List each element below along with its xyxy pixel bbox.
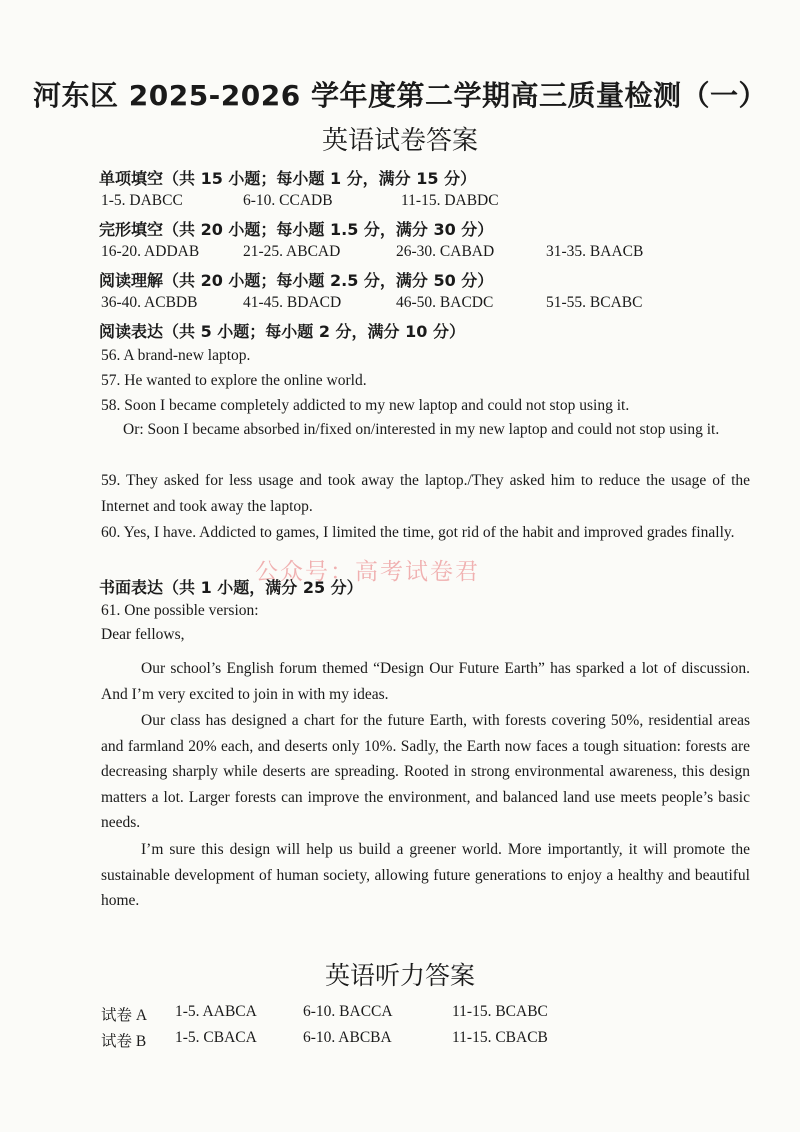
answer-group: 11-15. BCABC xyxy=(452,1003,548,1020)
answer-group: 26-30. CABAD xyxy=(396,243,495,260)
section-heading-writing: 书面表达（共 1 小题，满分 25 分） xyxy=(99,578,363,597)
answer-group: 1-5. AABCA xyxy=(175,1003,257,1020)
listening-row-paper-a xyxy=(0,1003,800,1025)
answer-60: 60. Yes, I have. Addicted to games, I limited the time, got rid of the habit and improved grades finally. xyxy=(101,524,735,541)
answer-group: 41-45. BDACD xyxy=(243,294,342,311)
page-subtitle: 英语试卷答案 xyxy=(321,126,478,156)
answer-57: 57. He wanted to explore the online world. xyxy=(101,372,367,389)
page-title: 河东区 2025-2026 学年度第二学期高三质量检测（一） xyxy=(33,79,767,112)
answer-group: 51-55. BCABC xyxy=(546,294,643,311)
answer-group: 11-15. DABDC xyxy=(401,192,499,209)
paper-label: 试卷 A xyxy=(101,1007,148,1024)
answer-58: 58. Soon I became completely addicted to my new laptop and could not stop using it. xyxy=(101,397,630,414)
answer-row-single-choice xyxy=(0,192,800,212)
answer-group: 31-35. BAACB xyxy=(546,243,644,260)
letter-salutation: Dear fellows, xyxy=(101,626,185,643)
answer-59: 59. They asked for less usage and took away the laptop./They asked him to reduce the usage of the Internet and took away the laptop. xyxy=(101,472,750,515)
answer-group: 16-20. ADDAB xyxy=(101,243,200,260)
answer-row-cloze xyxy=(0,243,800,263)
section-heading-cloze: 完形填空（共 20 小题；每小题 1.5 分，满分 30 分） xyxy=(99,220,494,239)
answer-58-alternative: Or: Soon I became absorbed in/fixed on/interested in my new laptop and could not stop using it. xyxy=(123,421,720,438)
essay-paragraph-3: I’m sure this design will help us build a greener world. More importantly, it will promote the sustainable development of human society, allowing future generations to enjoy a healthy and beautiful home. xyxy=(101,841,750,909)
section-heading-reading: 阅读理解（共 20 小题；每小题 2.5 分，满分 50 分） xyxy=(99,271,494,290)
answer-group: 6-10. CCADB xyxy=(243,192,333,209)
answer-group: 1-5. CBACA xyxy=(175,1029,257,1046)
watermark-text: 公众号：高考试卷君 xyxy=(255,559,480,585)
listening-heading: 英语听力答案 xyxy=(324,961,475,990)
answer-61-label: 61. One possible version: xyxy=(101,602,259,619)
listening-row-paper-b xyxy=(0,1029,800,1051)
section-heading-single-choice: 单项填空（共 15 小题；每小题 1 分，满分 15 分） xyxy=(99,169,477,188)
answer-group: 1-5. DABCC xyxy=(101,192,183,209)
paper-label: 试卷 B xyxy=(101,1033,147,1050)
essay-paragraph-2: Our class has designed a chart for the future Earth, with forests covering 50%, residential areas and farmland 20% each, and deserts only 10%. Sadly, the Earth now faces a tough situation: forests are decreasing sharply while deserts are spreading. Rooted in strong environmental awareness, this design matters a lot. Larger forests can improve the environment, and balanced land use meets people’s basic needs. xyxy=(101,712,750,831)
essay-paragraph-1: Our school’s English forum themed “Design Our Future Earth” has sparked a lot of discussion. And I’m very excited to join in with my ideas. xyxy=(101,660,750,703)
answer-group: 11-15. CBACB xyxy=(452,1029,548,1046)
answer-group: 36-40. ACBDB xyxy=(101,294,198,311)
answer-56: 56. A brand-new laptop. xyxy=(101,347,251,364)
answer-group: 6-10. ABCBA xyxy=(303,1029,392,1046)
answer-group: 21-25. ABCAD xyxy=(243,243,341,260)
answer-group: 46-50. BACDC xyxy=(396,294,494,311)
answer-group: 6-10. BACCA xyxy=(303,1003,393,1020)
section-heading-reading-expression: 阅读表达（共 5 小题；每小题 2 分，满分 10 分） xyxy=(99,322,465,341)
answer-row-reading xyxy=(0,294,800,314)
